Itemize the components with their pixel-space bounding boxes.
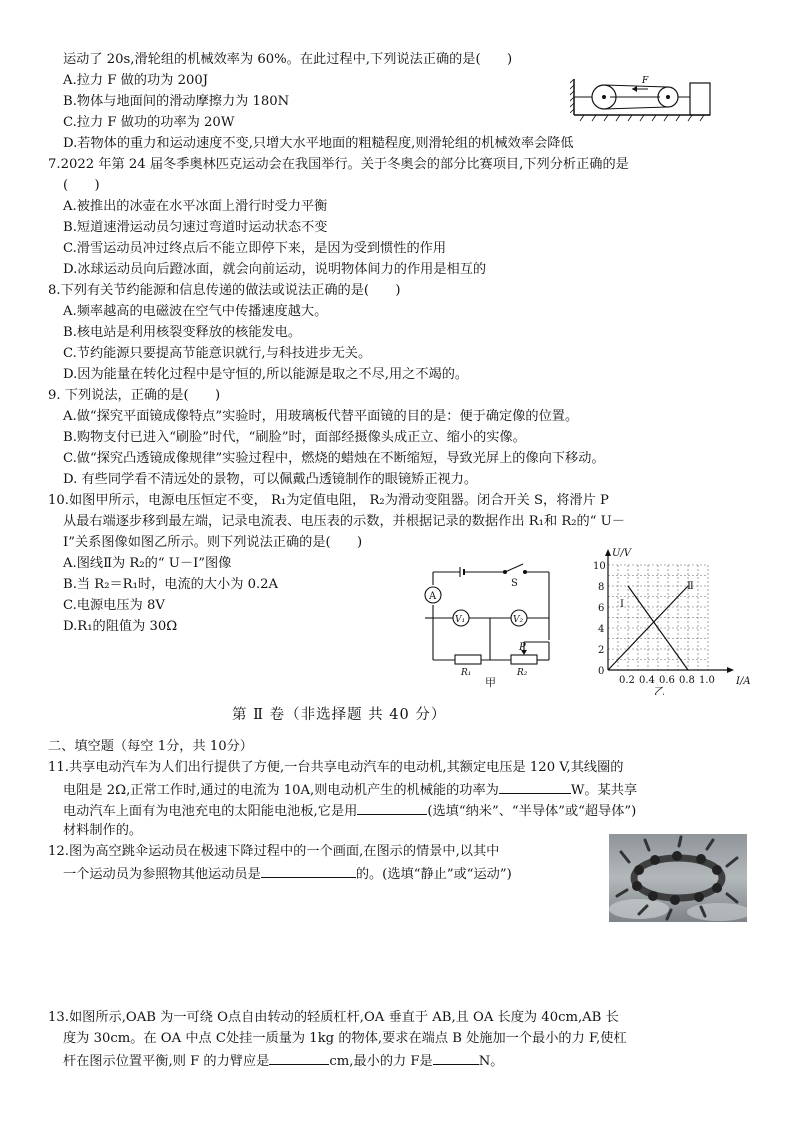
q10-stem-line1: 10.如图甲所示，电源电压恒定不变， R₁为定值电阻， R₂为滑动变阻器。闭合开关 S，将滑片 P [48,493,609,508]
xtick-0.4: 0.4 [639,675,655,686]
r1-label: R₁ [461,668,472,678]
graph-xlabel: I/A [736,676,751,687]
q8-option-b: B.核电站是利用核裂变释放的核能发电。 [63,325,302,340]
ytick-10: 10 [593,561,606,572]
q12-line1: 12.图为高空跳伞运动员在极速下降过程中的一个画面,在图示的情景中,以其中 [48,844,500,859]
force-label-f: F [642,76,649,86]
q7-paren: ( ) [63,178,100,193]
q13-line3-tail: N。 [478,1054,504,1069]
q9-option-c: C.做“探究凸透镜成像规律”实验过程中，燃烧的蜡烛在不断缩短，导致光屏上的像向下移动。 [63,451,605,466]
skydivers-photo [609,834,747,922]
q11-blank-2[interactable] [357,800,427,815]
q11-line4: 材料制作的。 [63,823,143,838]
section2-heading: 二、填空题（每空 1分，共 10分） [48,739,253,754]
graph-caption: 乙 [654,685,665,695]
ytick-6: 6 [598,603,605,614]
q9-option-a: A.做“探究平面镜成像特点”实验时，用玻璃板代替平面镜的目的是：便于确定像的位置。 [63,409,579,424]
q11-line3 [63,800,636,822]
q11-line1: 11.共享电动汽车为人们出行提供了方便,一台共享电动汽车的电动机,其额定电压是 120 V,其线圈的 [48,760,624,775]
switch-label: S [511,578,518,589]
circuit-diagram [415,560,560,690]
q9-stem: 9. 下列说法，正确的是( ) [48,388,221,403]
q7-option-b: B.短道速滑运动员匀速过弯道时运动状态不变 [63,220,328,235]
xtick-0.8: 0.8 [679,675,695,686]
pulley-figure [570,75,720,123]
q6-option-a: A.拉力 F 做的功为 200J [63,73,209,88]
graph-origin: 0 [598,666,605,677]
xtick-0.6: 0.6 [659,675,675,686]
graph-line-2-label: Ⅱ [687,581,694,592]
q11-line3-tail: (选填“纳米”、“半导体”或“超导体”) [427,804,637,819]
q13-line3 [63,1050,503,1072]
q8-option-c: C.节约能源只要提高节能意识就行,与科技进步无关。 [63,346,372,361]
q13-blank-2[interactable] [433,1050,479,1065]
r2-label: R₂ [517,668,528,678]
q11-line2 [63,779,637,801]
ytick-8: 8 [598,582,605,593]
ytick-4: 4 [598,624,605,635]
q13-line2: 度为 30cm。在 OA 中点 C处挂一质量为 1kg 的物体,要求在端点 B 处施加一个最小的力 F,使杠 [63,1031,627,1046]
q7-option-a: A.被推出的冰壶在水平冰面上滑行时受力平衡 [63,199,328,214]
q9-option-d: D. 有些同学看不清远处的景物，可以佩戴凸透镜制作的眼镜矫正视力。 [63,472,478,487]
q11-line3-text: 电动汽车上面有为电池充电的太阳能电池板,它是用 [63,804,358,819]
xtick-1.0: 1.0 [699,675,715,686]
q10-stem-line3: I”关系图像如图乙所示。则下列说法正确的是( ) [63,535,363,550]
q10-option-d: D.R₁的阻值为 30Ω [63,619,178,634]
q7-option-d: D.冰球运动员向后蹬冰面，就会向前运动，说明物体间力的作用是相互的 [63,262,487,277]
q8-option-d: D.因为能量在转化过程中是守恒的,所以能源是取之不尽,用之不竭的。 [63,367,469,382]
circuit-caption: 甲 [485,676,496,689]
ui-graph [590,545,760,695]
q6-option-c: C.拉力 F 做功的功率为 20W [63,115,235,130]
q6-option-d: D.若物体的重力和运动速度不变,只增大水平地面的粗糙程度,则滑轮组的机械效率会降低 [63,136,574,151]
ammeter-label: A [429,591,437,602]
q11-line2-tail: W。某共享 [570,783,638,798]
q9-option-b: B.购物支付已进入“刷脸”时代，“刷脸”时，面部经摄像头成正立、缩小的实像。 [63,430,526,445]
graph-ylabel: U/V [612,548,632,559]
q12-line2 [63,863,512,885]
q6-stem: 运动了 20s,滑轮组的机械效率为 60%。在此过程中,下列说法正确的是( ) [63,52,513,67]
q13-blank-1[interactable] [269,1050,329,1065]
graph-line-1-label: Ⅰ [620,599,624,610]
q12-line2-tail: 的。(选填“静止”或“运动”) [355,867,512,882]
q13-line3-text: 杆在图示位置平衡,则 F 的力臂应是 [63,1054,270,1069]
q10-stem-line2: 从最右端逐步移到最左端，记录电流表、电压表的示数，并根据记录的数据作出 R₁和 R₂的“ U－ [63,514,625,529]
q10-option-a: A.图线Ⅱ为 R₂的“ U－I”图像 [63,556,232,571]
part2-title: 第 Ⅱ 卷（非选择题 共 40 分） [232,707,447,723]
q13-line1: 13.如图所示,OAB 为一可绕 O点自由转动的轻质杠杆,OA 垂直于 AB,且 OA 长度为 40cm,AB 长 [48,1010,619,1025]
q11-blank-1[interactable] [499,779,571,794]
q7-option-c: C.滑雪运动员冲过终点后不能立即停下来，是因为受到惯性的作用 [63,241,447,256]
slider-label: P [519,642,526,653]
q8-option-a: A.频率越高的电磁波在空气中传播速度越大。 [63,304,328,319]
q12-line2-text: 一个运动员为参照物其他运动员是 [63,867,261,882]
q8-stem: 8.下列有关节约能源和信息传递的做法或说法正确的是( ) [48,283,401,298]
q7-stem: 7.2022 年第 24 届冬季奥林匹克运动会在我国举行。关于冬奥会的部分比赛项目,下列分析正确的是 [48,157,629,172]
xtick-0.2: 0.2 [619,675,635,686]
q10-option-b: B.当 R₂＝R₁时，电流的大小为 0.2A [63,577,279,592]
q11-line2-text: 电阻是 2Ω,正常工作时,通过的电流为 10A,则电动机产生的机械能的功率为 [63,783,499,798]
ytick-2: 2 [598,645,605,656]
voltmeter1-label: V₁ [455,615,466,625]
q6-option-b: B.物体与地面间的滑动摩擦力为 180N [63,94,290,109]
q12-blank[interactable] [261,863,356,878]
q13-line3-mid: cm,最小的力 F是 [329,1054,433,1069]
voltmeter2-label: V₂ [513,615,524,625]
q10-option-c: C.电源电压为 8V [63,598,165,613]
